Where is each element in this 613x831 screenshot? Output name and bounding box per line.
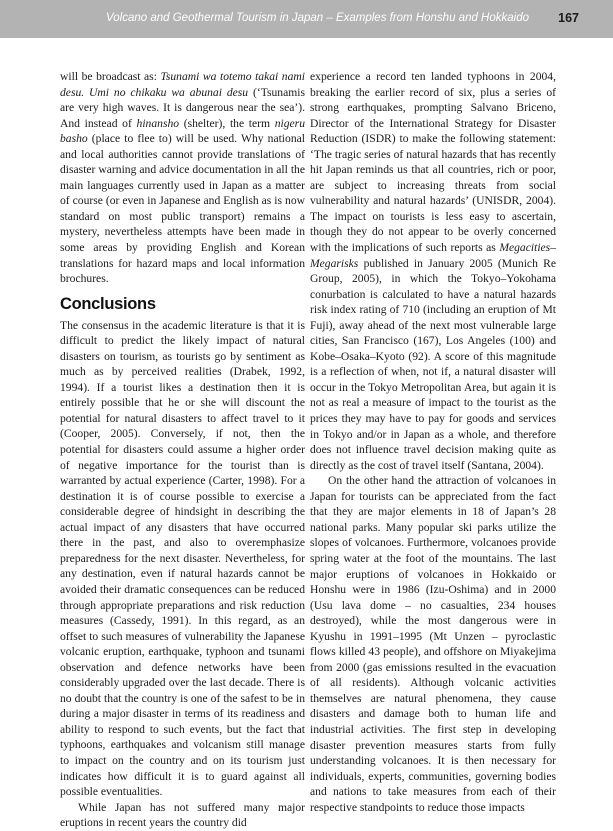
paragraph-volcano-attraction: On the other hand the attraction of volcanoes in Japan for tourists can be appreciated from the fact that they are major elements in 18 of Japan’s 28 national parks. Many popular ski parks utilize the slopes of volcanoes. Furthermore, volcanoes provide spring water at the foot of the mountains. The last major eruptions of volcanoes in Hokkaido or Honshu were in 1986 (Izu-Oshima) and in 2000 (Usu lava dome – no casualties, 234 houses destroyed), while the most dangerous were in Kyushu in 1991–1995 (Mt Unzen – pyroclastic flows killed 43 people), and offshore on Miyakejima from 2000 (gas emissions resulted in the evacuation of all residents). Although volcanic activities themselves are natural phenomena, they cause disasters and damage both to human life and industrial activities. The first step in developing disaster prevention measures starts from fully understanding volcanoes. It is then necessary for individuals, experts, communities, governing bodies and nations to take measures from each of their respective standpoints to reduce those impacts [310, 474, 556, 814]
italic-term-nigeru-basho: nigeru basho [60, 116, 305, 146]
section-heading-conclusions: Conclusions [60, 294, 156, 313]
text-run: (place to flee to) will be used. Why national and local authorities cannot provide translations of disaster warning and advice documentation in all the main languages currently used in Japan as a matter of course (or even in Japanese and English as is now standard on most public transport) remains a mystery, nevertheless attempts have been made in some areas by providing English and Korean translations for hazard maps and local information brochures. [60, 132, 305, 286]
paragraph-tsunami-warning [60, 69, 305, 287]
paragraph-japan-eruptions: While Japan has not suffered many major eruptions in recent years the country did [60, 800, 305, 830]
italic-phrase-japanese: Tsunami wa totemo takai nami desu. Umi no chikaku wa abunai desu [60, 70, 305, 99]
text-run: published in January 2005 (Munich Re Group, 2005), in which the Tokyo–Yokohama conurbation is calculated to have a natural hazards risk index rating of 710 (including an eruption of Mt Fuji), away ahead of the next most vulnerable large cities, San Francisco (167), Los Angeles (100) and Kobe–Osaka–Kyoto (92). A score of this magnitude is a reflection of when, not if, a natural disaster will occur in the Tokyo Metropolitan Area, but again it is not as real a measure of impact to the tourist as the prices they may have to pay for goods and services in Tokyo and/or in Japan as a whole, and therefore does not influence travel decision making quite as directly as the cost of travel itself (Santana, 2004). [310, 256, 556, 472]
text-run: (shelter), the term [179, 116, 275, 130]
paragraph-consensus: The consensus in the academic literature is that it is difficult to predict the likely impact of natural disasters on tourism, as tourists go by sentiment as much as by perceived realities (Drabek, 1992, 1994). If a tourist likes a destination then it is entirely possible that he or she will discount the potential for natural disasters to affect travel to it (Cooper, 2005). Conversely, if not, then the potential for disasters could assume a higher order of negative importance for the tourist than is warranted by actual experience (Carter, 1998). For a destination it is of course possible to exercise a considerable degree of hindsight in describing the actual impact of any disasters that have occurred there in the past, and also to overemphasize preparedness for the next disaster. Nevertheless, for any destination, even if natural hazards cannot be avoided their dramatic consequences can be reduced through appropriate preparations and risk reduction measures (Cassedy, 1991). In this regard, as an offset to such measures of vulnerability the Japanese volcanic eruption, earthquake, typhoon and tsunami observation and defence networks have been considerably upgraded over the last decade. There is no doubt that the country is one of the safest to be in during a major disaster in terms of its readiness and ability to respond to such events, but the fact that typhoons, earthquakes and volcanism still manage to impact on the country and on its tourism just indicates how difficult it is to guard against all possible eventualities. [60, 318, 305, 799]
running-header [0, 0, 613, 38]
text-run: will be broadcast as: [60, 70, 161, 83]
right-column [310, 69, 556, 815]
text-run: (‘Tsunamis are very high waves. It is dangerous near the sea’). And instead of [60, 85, 305, 130]
running-title: Volcano and Geothermal Tourism in Japan – Examples from Honshu and Hokkaido [106, 12, 529, 24]
italic-term-hinansho: hinansho [136, 116, 180, 130]
page-number: 167 [558, 11, 579, 25]
text-run: experience a record ten landed typhoons in 2004, breaking the earlier record of six, plus a series of strong earthquakes, prompting Salvano Briceno, Director of the International Strategy for Disaster Reduction (ISDR) to make the following statement: ‘The tragic series of natural hazards that has recently hit Japan reminds us that all countries, rich or poor, are subject to increasing threats from social vulnerability and natural hazards’ (UNISDR, 2004). The impact on tourists is less easy to ascertain, though they do not appear to be overly concerned with the implications of such reports as [310, 70, 556, 255]
italic-title-megacities: Megacities–Megarisks [310, 241, 556, 270]
left-column [60, 69, 305, 831]
paragraph-typhoons [310, 69, 556, 473]
